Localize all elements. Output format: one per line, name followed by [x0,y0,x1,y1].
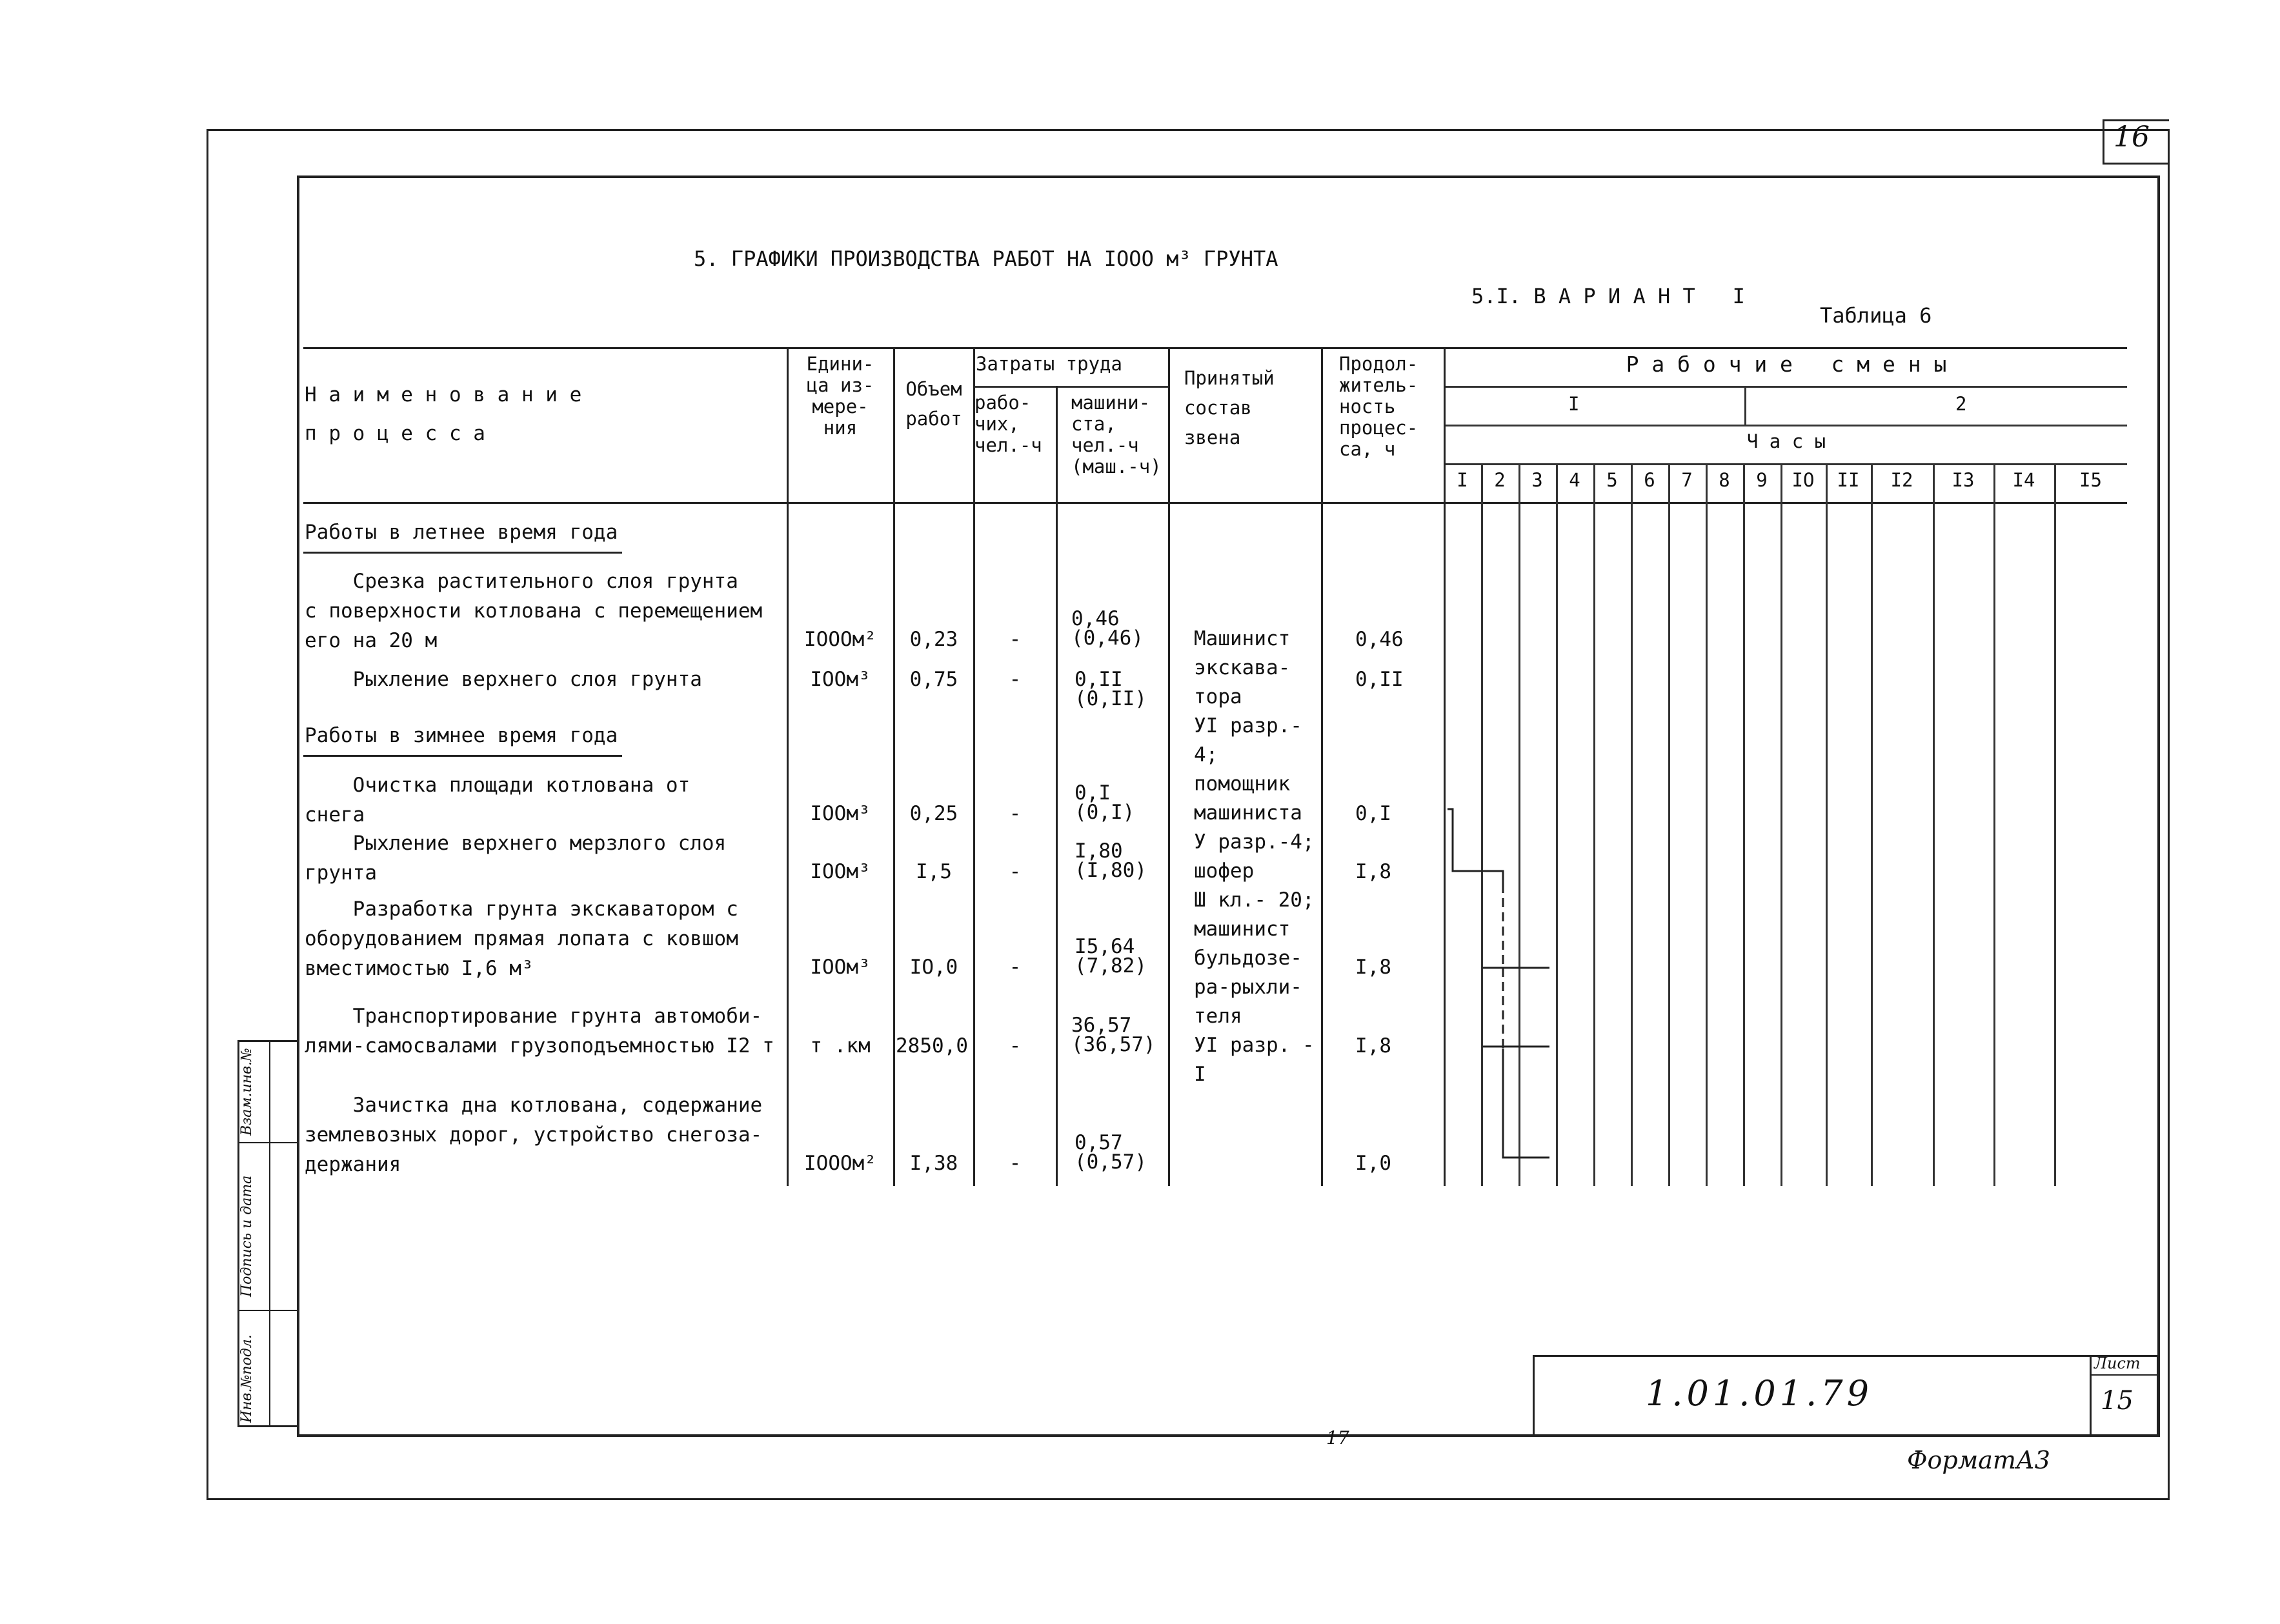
row-7-machinists: 0,57 (0,57) [1074,1131,1147,1174]
row-6-machinists: 36,57 (36,57) [1071,1014,1156,1056]
row-5-duration: I,8 [1355,956,1391,979]
title-block-sheet-cell [2090,1355,2092,1435]
header-unit: Едини- ца из- мере- ния [806,353,874,439]
row-7-workers: - [1009,1152,1022,1175]
variant-title: 5.I. В А Р И А Н Т I [1471,284,1745,308]
row-4-unit: IOOм³ [810,860,871,883]
row-1-duration: 0,46 [1355,628,1404,651]
title-block-sheet-divider [2090,1374,2159,1376]
row-7-volume: I,38 [909,1152,958,1175]
hour-column-rule [1993,463,1995,1186]
header-volume: Объем работ [905,378,962,430]
row-7-unit: IOOOм² [804,1152,876,1175]
row-2-workers: - [1009,668,1022,691]
row-7-name: Зачистка дна котлована, содержание землевозных дорог, устройство снегоза- держания [305,1094,763,1176]
row-5-unit: IOOм³ [810,956,871,979]
hour-column-label: 5 [1606,469,1618,491]
header-hours: Ч а с ы [1746,430,1826,452]
page-bottom-number: 17 [1326,1427,1349,1449]
schedule-bar-snow-clearing [1448,809,1453,839]
header-name-line1: Н а и м е н о в а н и е [305,383,582,406]
hours-subrule [1444,463,2127,465]
row-4-workers: - [1009,860,1022,883]
hour-column-rule [2054,463,2056,1186]
row-3-machinists: 0,I (0,I) [1074,781,1135,824]
header-name-line2: п р о ц е с с а [305,422,485,445]
row-6-volume: 2850,0 [896,1034,968,1058]
corner-sheet-number: 16 [2114,121,2150,154]
col-rule-volume [893,347,895,1186]
section-underline-winter [303,755,622,757]
header-shift-1: I [1568,393,1580,415]
row-1-unit: IOOOм² [804,628,876,651]
row-2-duration: 0,II [1355,668,1404,691]
row-2-unit: IOOм³ [810,668,871,691]
hour-column-label: I4 [2012,469,2035,491]
row-2-volume: 0,75 [909,668,958,691]
row-6-name: Транспортирование грунта автомоби- лями-самосвалами грузоподъемностью I2 т [305,1005,774,1058]
hour-column-label: I [1457,469,1468,491]
schedule-bar-cleanup [1503,1048,1549,1158]
hour-column-label: 9 [1756,469,1768,491]
hour-column-label: I5 [2079,469,2102,491]
row-5-name: Разработка грунта экскаватором с оборудованием прямая лопата с ковшом вместимостью I,6 м³ [305,897,738,980]
row-4-machinists: I,80 (I,80) [1074,839,1147,882]
row-4-volume: I,5 [916,860,952,883]
row-5-workers: - [1009,956,1022,979]
hour-column-rule [1668,463,1670,1186]
header-shifts: Р а б о ч и е с м е н ы [1626,352,1947,377]
row-3-unit: IOOм³ [810,802,871,825]
row-4-name: Рыхление верхнего мерзлого слоя грунта [305,832,727,885]
hour-column-rule [1631,463,1633,1186]
sheet-number: 15 [2101,1386,2134,1416]
section-summer: Работы в летнее время года [305,521,618,544]
shift-num-subrule [1444,425,2127,426]
hour-column-label: 6 [1644,469,1655,491]
row-1-volume: 0,23 [909,628,958,651]
row-5-machinists: I5,64 (7,82) [1074,935,1147,977]
hour-column-label: 2 [1494,469,1506,491]
row-1-name: Срезка растительного слоя грунта с поверхности котлована с перемещением его на 20 м [305,570,763,652]
row-6-duration: I,8 [1355,1034,1391,1058]
hour-column-label: 8 [1719,469,1730,491]
side-label-replacement: Взам.инв.№ [239,1048,255,1136]
schedule-chart [1444,503,1599,1187]
hour-column-rule [1706,463,1708,1186]
document-code: 1.01.01.79 [1646,1373,1873,1414]
format-label: ФорматА3 [1907,1446,2050,1474]
hour-column-rule [1781,463,1782,1186]
row-4-duration: I,8 [1355,860,1391,883]
header-labor-machinists: машини- ста, чел.-ч (маш.-ч) [1071,392,1162,477]
labor-subrule [973,386,1169,388]
header-bottom-rule [303,502,2127,504]
header-crew: Принятый состав звена [1184,367,1275,448]
row-3-workers: - [1009,802,1022,825]
col-rule-shift-divider [1744,386,1746,425]
hour-column-rule [1933,463,1935,1186]
side-label-signature: Подпись и дата [239,1175,255,1297]
row-3-duration: 0,I [1355,802,1391,825]
header-duration: Продол- житель- ность процес- са, ч [1339,353,1418,460]
crew-composition: Машинист экскава- тора УI разр.- 4; помощник машиниста У разр.-4; шофер Ш кл.- 20; машинист бульдозе- ра-рыхли- теля УI разр. - I [1194,627,1315,1086]
row-7-duration: I,0 [1355,1152,1391,1175]
col-rule-crew [1168,347,1170,1186]
header-labor: Затраты труда [976,353,1122,375]
table-top-rule [303,347,2127,349]
side-label-inventory: Инв.№подл. [239,1334,255,1423]
hour-column-label: II [1837,469,1860,491]
hour-column-label: 3 [1531,469,1543,491]
row-3-name: Очистка площади котлована от снега [305,774,691,827]
row-1-workers: - [1009,628,1022,651]
row-2-machinists: 0,II (0,II) [1074,668,1147,710]
row-3-volume: 0,25 [909,802,958,825]
hour-column-label: 4 [1569,469,1580,491]
section-winter: Работы в зимнее время года [305,724,618,747]
page-title: 5. ГРАФИКИ ПРОИЗВОДСТВА РАБОТ НА IOOO м³ ГРУНТА [694,246,1278,271]
header-labor-workers: рабо- чих, чел.-ч [974,392,1042,456]
hour-column-rule [1743,463,1745,1186]
schedule-bar-frozen-loosening [1453,839,1503,884]
sheet-label: Лист [2094,1354,2141,1372]
section-underline-summer [303,552,622,554]
shifts-subrule [1444,386,2127,388]
row-1-machinists: 0,46 (0,46) [1071,607,1144,650]
hour-column-label: 7 [1681,469,1693,491]
hour-column-rule [1871,463,1873,1186]
header-shift-2: 2 [1955,393,1967,415]
hour-column-label: IO [1791,469,1815,491]
table-label: Таблица 6 [1820,303,1932,328]
col-rule-duration [1321,347,1323,1186]
hour-column-label: I3 [1952,469,1975,491]
hour-column-rule [1826,463,1828,1186]
row-6-unit: т .км [810,1034,871,1058]
row-5-volume: IO,0 [909,956,958,979]
row-2-name: Рыхление верхнего слоя грунта [305,668,702,691]
row-6-workers: - [1009,1034,1022,1058]
col-rule-labor-mid [1056,386,1058,1186]
hour-column-label: I2 [1890,469,1913,491]
